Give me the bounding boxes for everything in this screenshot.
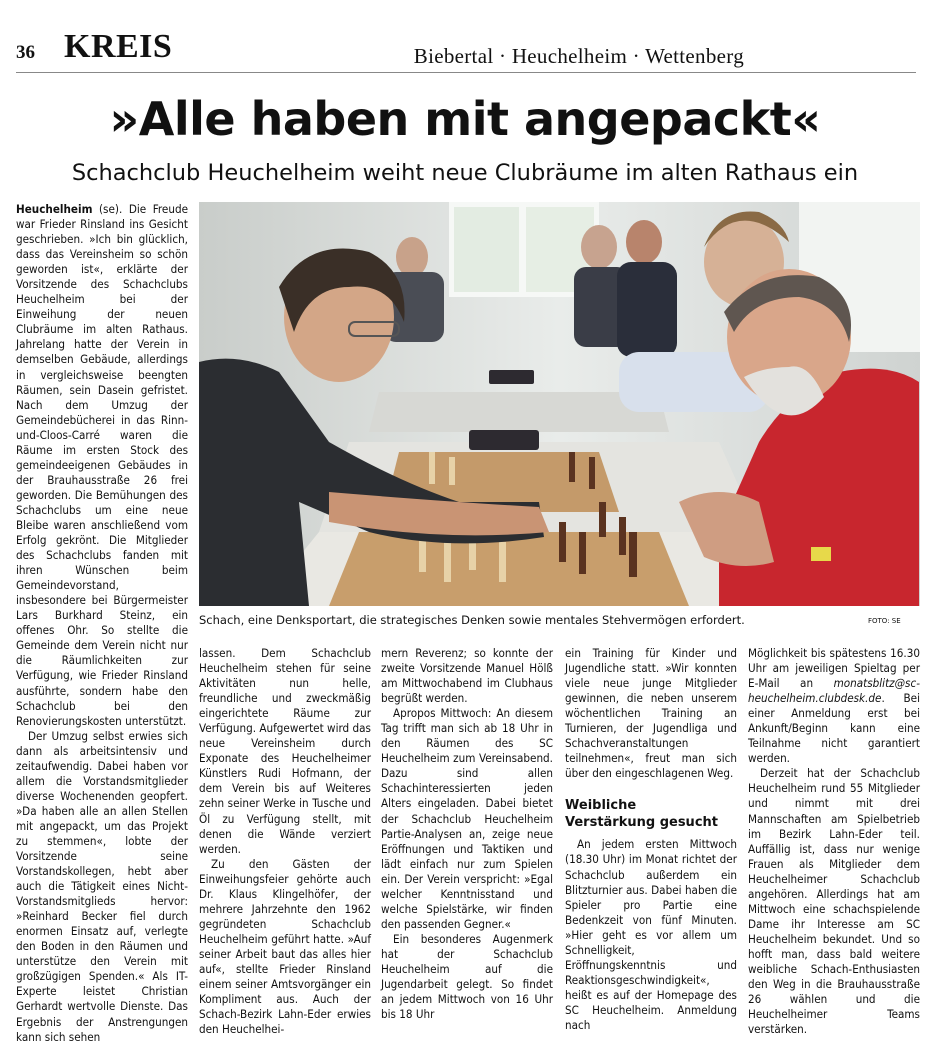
section-title: KREIS <box>64 28 173 65</box>
intermediate-heading <box>565 797 737 831</box>
article-column-5 <box>748 646 920 1037</box>
headline: »Alle haben mit angepackt« <box>109 92 821 146</box>
header-rule <box>16 72 916 73</box>
chess-photo <box>199 202 920 606</box>
paragraph: lassen. Dem Schachclub Heuchelheim stehen für seine Aktivitäten nun helle, freundliche und zweckmäßig eingerichtete Räume zur Verfügung. Aufgewertet wird das neue Vereinsheim durch Exponate des Heuchelheimer Künstlers Rudi Hofmann, der dem Verein bis auf Weiteres zehn seiner Werke in Tusche und Öl zu Verfügung stellt, mit denen die Wände verziert werden. <box>199 646 371 856</box>
photo-caption: Schach, eine Denksportart, die strategisches Denken sowie mentales Stehvermögen erfordert. <box>199 613 745 627</box>
photo-credit: FOTO: SE <box>868 617 901 625</box>
paragraph: (se). Die Freude war Frieder Rinsland ins Gesicht geschrieben. »Ich bin glücklich, dass das Vereinsheim so schön geworden ist«, erklärte der Vorsitzende des Schachclubs Heuchelheim bei der Einweihung der neuen Clubräume im alten Rathaus. Jahrelang hatte der Verein in demselben Gebäude, allerdings in vergleichsweise beengten Räumen, sein Dasein gefristet. Nach dem Umzug der Gemeindebücherei in das Rinn-und-Cloos-Carré waren die Räume im ersten Stock des gemeindeeigenen Gebäudes in der Brauhausstraße 26 frei geworden. Die Bemühungen des Schachclubs um eine neue Bleibe waren anschließend vom Erfolg gekrönt. Die Mitglieder des Schachclubs fanden mit ihren Wünschen beim Gemeindevorstand, insbesondere bei Bürgermeister Lars Burkhard Steinz, ein offenes Ohr. So stellte die Gemeinde dem Verein nicht nur die Räumlichkeiten zur Verfügung, wie Frieder Rinsland ausführte, sondern habe den Schachclub bei den Renovierungskosten unterstützt. <box>16 202 188 728</box>
intermediate-heading-line-1: Weibliche <box>565 798 637 814</box>
chess-players-image <box>199 202 920 606</box>
paragraph: Derzeit hat der Schachclub Heuchelheim rund 55 Mitglieder und nimmt mit drei Mannschaften am Spielbetrieb im Bezirk Lahn-Eder teil. Auffällig ist, dass nur wenige Frauen als Mitglieder dem Heuchelheimer Schachclub angehören. Allerdings hat am Mittwoch eine schachspielende Dame ihr Interesse am SC Heuchelheim bekundet. Und so hofft man, dass bald weitere weibliche Schach-Enthusiasten den Weg in die Brauhausstraße 26 wählen und die Heuchelheimer Teams verstärken. <box>748 766 920 1037</box>
article-column-3 <box>381 646 553 1022</box>
intermediate-heading-line-2: Verstärkung gesucht <box>565 815 718 831</box>
paragraph: mern Reverenz; so konnte der zweite Vorsitzende Manuel Hölß am Mittwochabend im Clubhaus begrüßt werden. <box>381 646 553 706</box>
paragraph: Zu den Gästen der Einweihungsfeier gehörte auch Dr. Klaus Klingelhöfer, der mehrere Jahrzehnte den 1962 gegründeten Schachclub Heuchelheim geführt hatte. »Auf seiner Arbeit baut das alles hier auf«, stellte Frieder Rinsland einem seiner Amtsvorgänger ein Kompliment aus. Auch der Schach-Bezirk Lahn-Eder erwies den Heuchelhei- <box>199 856 371 1037</box>
article-column-1 <box>16 202 188 1045</box>
email-address: monatsblitz@sc-heuchelheim.clubdesk.de <box>748 676 920 706</box>
paragraph: Apropos Mittwoch: An diesem Tag trifft man sich ab 18 Uhr in den Räumen des SC Heuchelheim zum Vereinsabend. Dazu sind allen Schachinteressierten jeden Alters eingeladen. Dabei bietet der Schachclub Heuchelheim Partie-Analysen an, zeige neue Eröffnungen und Taktiken und lädt einfach nur zum Spielen ein. Der Verein verspricht: »Egal welcher Kenntnisstand und welche Spielstärke, wir finden den passenden Gegner.« <box>381 706 553 931</box>
paragraph: Möglichkeit bis spätestens 16.30 Uhr am jeweiligen Spieltag per E-Mail an <box>748 646 920 691</box>
subheadline: Schachclub Heuchelheim weiht neue Clubräume im alten Rathaus ein <box>71 160 859 186</box>
article-column-2 <box>199 646 371 1037</box>
paragraph: Ein besonderes Augenmerk hat der Schachclub Heuchelheim auf die Jugendarbeit gelegt. So findet an jedem Mittwoch von 16 Uhr bis 18 Uhr <box>381 931 553 1022</box>
paragraph: An jedem ersten Mittwoch (18.30 Uhr) im Monat richtet der Schachclub außerdem ein Blitzturnier aus. Dabei haben die Spieler pro Partie eine Bedenkzeit von fünf Minuten. »Hier geht es vor allem um Schnelligkeit, Eröffnungskenntnis und Reaktionsgeschwindigkeit«, heißt es auf der Homepage des SC Heuchelheim. Anmeldung nach <box>565 837 737 1032</box>
region-names: Biebertal · Heuchelheim · Wettenberg <box>413 44 744 68</box>
dateline: Heuchelheim <box>16 202 93 216</box>
page-number: 36 <box>16 42 35 63</box>
paragraph: ein Training für Kinder und Jugendliche statt. »Wir konnten viele neue junge Mitglieder gewinnen, die neben unserem wöchentlichen Training an Turnieren, der Jugendliga und Schachveranstaltungen teilnehmen«, freut man sich über den eingeschlagenen Weg. <box>565 646 737 781</box>
paragraph: . Bei einer Anmeldung erst bei Ankunft/Beginn kann eine Teilnahme nicht garantiert werden. <box>748 691 920 766</box>
page-header <box>16 28 916 74</box>
article-column-4 <box>565 646 737 1033</box>
paragraph: Der Umzug selbst erwies sich dann als arbeitsintensiv und zeitaufwendig. Dabei haben vor allem die Vorstandsmitglieder diverse Wochenenden geopfert. »Da haben alle an allen Stellen mit angepackt, um das Projekt zu stemmen«, lobte der Vorsitzende seine Vorstandskollegen, hebt aber auch die Tätigkeit eines Nicht-Vorstandsmitglieds hervor: »Reinhard Becker fiel durch enormen Einsatz auf, verlegte den Boden in den Räumen und unterstütze den Verein mit großzügigen Spenden.« Als IT-Experte leistet Christian Gerhardt wertvolle Dienste. Das Ergebnis der Anstrengungen kann sich sehen <box>16 728 188 1044</box>
